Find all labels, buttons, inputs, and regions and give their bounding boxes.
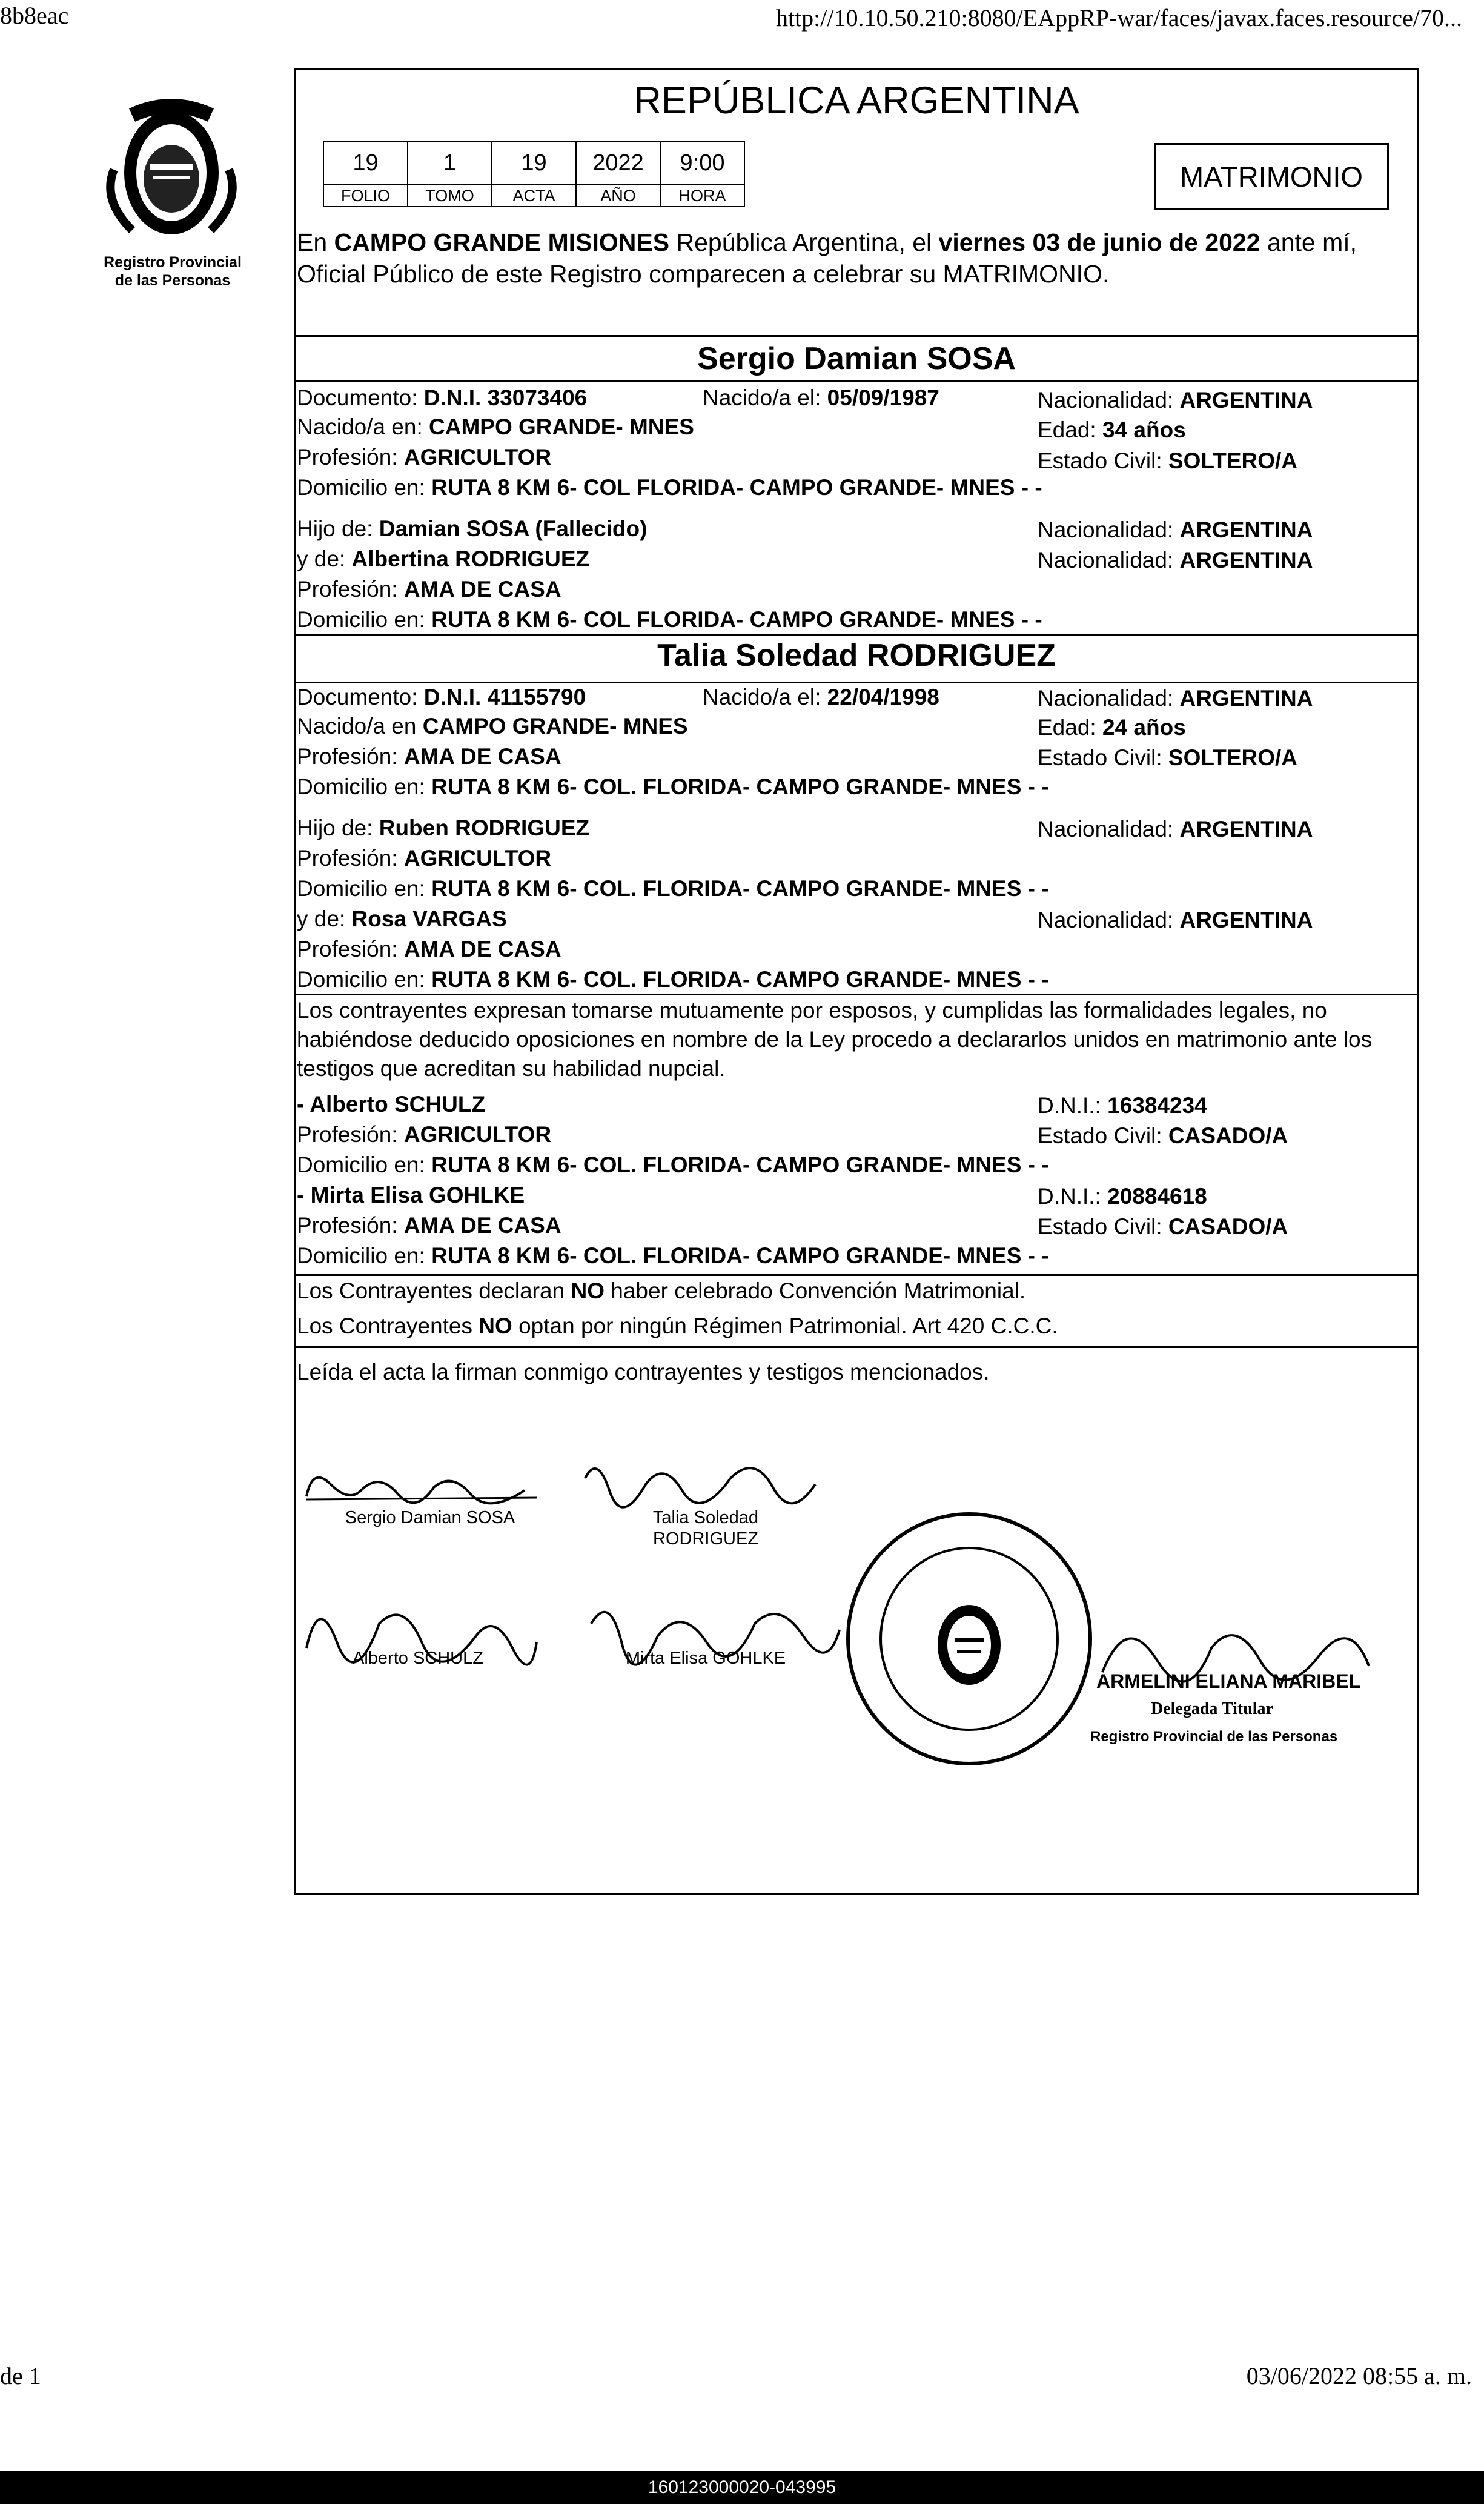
bride-father-address: Domicilio en: RUTA 8 KM 6- COL. FLORIDA- CAMPO GRANDE- MNES - - — [297, 876, 1049, 901]
print-datetime: 03/06/2022 08:55 a. m. — [1246, 2362, 1472, 2389]
witness-1-address: Domicilio en: RUTA 8 KM 6- COL. FLORIDA- CAMPO GRANDE- MNES - - — [297, 1152, 1049, 1177]
witness-2-address: Domicilio en: RUTA 8 KM 6- COL. FLORIDA- CAMPO GRANDE- MNES - - — [297, 1243, 1049, 1268]
official-name: ARMELINI ELIANA MARIBEL — [1096, 1670, 1361, 1692]
logo-caption: Registro Provincial de las Personas — [104, 254, 242, 289]
page-count: de 1 — [0, 2362, 41, 2389]
hora-value: 9:00 — [660, 141, 744, 185]
divider — [294, 1346, 1419, 1348]
groom-mother: y de: Albertina RODRIGUEZ — [297, 546, 590, 571]
bride-birthdate: Nacido/a el: 22/04/1998 — [703, 685, 939, 709]
witness-1-civil-status: Estado Civil: CASADO/A — [1038, 1123, 1288, 1148]
bride-birthplace: Nacido/a en CAMPO GRANDE- MNES — [297, 714, 688, 739]
source-url: http://10.10.50.210:8080/EAppRP-war/faces/javax.faces.resource/70... — [775, 4, 1462, 32]
groom-address: Domicilio en: RUTA 8 KM 6- COL FLORIDA- CAMPO GRANDE- MNES - - — [297, 475, 1042, 500]
groom-mother-profession: Profesión: AMA DE CASA — [297, 577, 561, 602]
witness-1-name: - Alberto SCHULZ — [297, 1092, 486, 1117]
province-shield-icon — [96, 97, 247, 242]
groom-birthplace: Nacido/a en: CAMPO GRANDE- MNES — [297, 414, 694, 439]
groom-age: Edad: 34 años — [1038, 417, 1186, 442]
groom-civil-status: Estado Civil: SOLTERO/A — [1038, 448, 1298, 473]
ano-value: 2022 — [576, 141, 660, 185]
witness-2-name: - Mirta Elisa GOHLKE — [297, 1183, 525, 1207]
groom-signature-caption: Sergio Damian SOSA — [345, 1508, 515, 1527]
ano-label: AÑO — [576, 185, 660, 207]
groom-birthdate: Nacido/a el: 05/09/1987 — [703, 385, 939, 410]
acta-value: 19 — [492, 141, 576, 185]
divider — [294, 682, 1419, 683]
bride-profession: Profesión: AMA DE CASA — [297, 744, 561, 769]
groom-name: Sergio Damian SOSA — [697, 341, 1016, 376]
bride-name: Talia Soledad RODRIGUEZ — [657, 638, 1056, 673]
divider — [294, 380, 1419, 382]
regime-statement: Los Contrayentes NO optan por ningún Régimen Patrimonial. Art 420 C.C.C. — [297, 1313, 1058, 1338]
bride-mother-address: Domicilio en: RUTA 8 KM 6- COL. FLORIDA- CAMPO GRANDE- MNES - - — [297, 967, 1049, 992]
bride-father-profession: Profesión: AGRICULTOR — [297, 846, 552, 871]
witness-1-dni: D.N.I.: 16384234 — [1038, 1093, 1207, 1118]
divider — [294, 335, 1419, 337]
divider — [294, 1274, 1419, 1276]
bride-nationality: Nacionalidad: ARGENTINA — [1038, 686, 1313, 711]
bride-civil-status: Estado Civil: SOLTERO/A — [1038, 745, 1298, 770]
official-organization: Registro Provincial de las Personas — [1090, 1729, 1338, 1745]
folio-value: 19 — [323, 141, 408, 185]
page-title: REPÚBLICA ARGENTINA — [634, 79, 1079, 122]
official-role: Delegada Titular — [1151, 1699, 1273, 1718]
bride-age: Edad: 24 años — [1038, 715, 1186, 740]
bride-address: Domicilio en: RUTA 8 KM 6- COL. FLORIDA- CAMPO GRANDE- MNES - - — [297, 774, 1049, 799]
acta-label: ACTA — [492, 185, 576, 207]
hora-label: HORA — [660, 185, 744, 207]
bride-mother-nationality: Nacionalidad: ARGENTINA — [1038, 908, 1313, 932]
bride-mother-profession: Profesión: AMA DE CASA — [297, 937, 561, 961]
official-seal-icon — [842, 1512, 1096, 1766]
divider — [294, 634, 1419, 636]
witness-2-signature-caption: Mirta Elisa GOHLKE — [625, 1649, 786, 1668]
groom-profession: Profesión: AGRICULTOR — [297, 445, 552, 470]
intro-paragraph: En CAMPO GRANDE MISIONES República Argentina, el viernes 03 de junio de 2022 ante mí, Oficial Público de este Registro comparecen a celebrar su MATRIMONIO. — [297, 228, 1357, 288]
groom-father-nationality: Nacionalidad: ARGENTINA — [1038, 517, 1313, 542]
province-logo — [96, 97, 247, 242]
bride-father-nationality: Nacionalidad: ARGENTINA — [1038, 817, 1313, 842]
groom-nationality: Nacionalidad: ARGENTINA — [1038, 388, 1313, 413]
barcode-number: 160123000020-043995 — [0, 2471, 1484, 2504]
bride-mother: y de: Rosa VARGAS — [297, 906, 507, 931]
convention-statement: Los Contrayentes declaran NO haber celebrado Convención Matrimonial. — [297, 1278, 1026, 1303]
act-type-box: MATRIMONIO — [1154, 143, 1389, 210]
divider — [294, 994, 1419, 995]
witness-2-profession: Profesión: AMA DE CASA — [297, 1213, 561, 1238]
groom-mother-nationality: Nacionalidad: ARGENTINA — [1038, 548, 1313, 573]
witness-2-dni: D.N.I.: 20884618 — [1038, 1184, 1207, 1209]
groom-father: Hijo de: Damian SOSA (Fallecido) — [297, 516, 648, 541]
declaration-text: Los contrayentes expresan tomarse mutuamente por esposos, y cumplidas las formalidades legales, no habiéndose deducido oposiciones en nombre de la Ley procedo a declararlos unidos en matrimonio ante los testigos que acreditan su habilidad nupcial. — [297, 998, 1373, 1081]
witness-1-signature-caption: Alberto SCHULZ — [353, 1649, 483, 1668]
groom-document: Documento: D.N.I. 33073406 — [297, 385, 588, 410]
witness-1-profession: Profesión: AGRICULTOR — [297, 1122, 552, 1147]
witness-2-civil-status: Estado Civil: CASADO/A — [1038, 1214, 1288, 1239]
reading-statement: Leída el acta la firman conmigo contrayentes y testigos mencionados. — [297, 1360, 990, 1384]
bride-signature-caption: Talia Soledad RODRIGUEZ — [652, 1508, 759, 1549]
tomo-label: TOMO — [408, 185, 492, 207]
bride-document: Documento: D.N.I. 41155790 — [297, 685, 586, 709]
folio-label: FOLIO — [323, 185, 408, 207]
document-id: 8b8eac — [0, 2, 69, 29]
record-table — [323, 141, 745, 207]
bride-father: Hijo de: Ruben RODRIGUEZ — [297, 815, 590, 840]
bride-signature-icon — [585, 1468, 815, 1507]
groom-mother-address: Domicilio en: RUTA 8 KM 6- COL FLORIDA- CAMPO GRANDE- MNES - - — [297, 607, 1042, 632]
tomo-value: 1 — [408, 141, 492, 185]
